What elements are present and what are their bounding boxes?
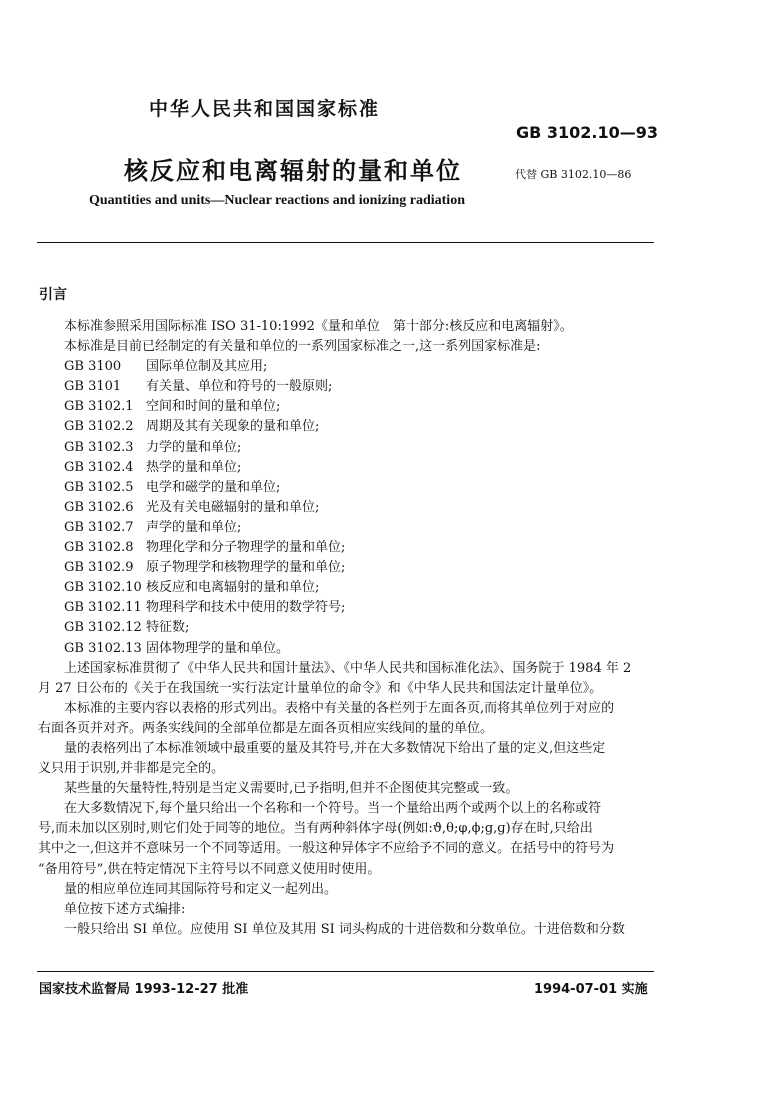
list-item xyxy=(38,618,658,638)
paragraph-line: 量的相应单位连同其国际符号和定义一起列出。 xyxy=(64,881,338,897)
standard-code: GB 3102.8 xyxy=(64,540,134,556)
list-item xyxy=(38,478,658,498)
standard-code: GB 3102.1 xyxy=(64,399,134,415)
footer-divider xyxy=(37,971,654,972)
list-item xyxy=(38,558,658,578)
standard-code: GB 3102.4 xyxy=(64,459,134,475)
list-item xyxy=(38,357,658,377)
standard-code: GB 3102.13 xyxy=(64,640,142,656)
body-paragraphs xyxy=(38,659,658,940)
paragraph-line: 本标准参照采用国际标准 ISO 31-10:1992《量和单位 第十部分:核反应和电离辐射》。 xyxy=(64,319,573,334)
document-title: 核反应和电离辐射的量和单位 xyxy=(124,157,462,185)
list-item xyxy=(38,538,658,558)
list-item xyxy=(38,498,658,518)
standard-name: 原子物理学和核物理学的量和单位; xyxy=(146,560,346,576)
standard-code: GB 3101 xyxy=(64,379,122,395)
paragraph-line: 月 27 日公布的《关于在我国统一实行法定计量单位的命令》和《中华人民共和国法定计量单位》。 xyxy=(38,680,603,696)
section-heading: 引言 xyxy=(39,287,67,303)
standard-name: 声学的量和单位; xyxy=(146,519,242,535)
approval-date: 国家技术监督局 1993-12-27 批准 xyxy=(39,982,249,997)
standard-code: GB 3102.5 xyxy=(64,479,134,495)
introduction-body xyxy=(38,317,658,940)
standard-name: 特征数; xyxy=(146,620,190,636)
paragraph-line: 上述国家标准贯彻了《中华人民共和国计量法》、《中华人民共和国标准化法》、国务院于 1984 年 2 xyxy=(64,660,632,676)
list-item xyxy=(38,377,658,397)
document-title-english: Quantities and units—Nuclear reactions and ionizing radiation xyxy=(89,193,465,208)
standard-code: GB 3102.3 xyxy=(64,439,134,455)
paragraph-line: 在大多数情况下,每个量只给出一个名称和一个符号。当一个量给出两个或两个以上的名称或符 xyxy=(64,801,602,817)
paragraph-line: 某些量的矢量特性,特别是当定义需要时,已予指明,但并不企图使其完整或一致。 xyxy=(64,781,519,797)
list-item xyxy=(38,397,658,417)
paragraph-line: “备用符号”,供在特定情况下主符号以不同意义使用时使用。 xyxy=(38,861,381,877)
standard-code: GB 3102.12 xyxy=(64,620,142,636)
standard-name: 物理科学和技术中使用的数学符号; xyxy=(146,600,346,616)
paragraph-line: 一般只给出 SI 单位。应使用 SI 单位及其用 SI 词头构成的十进倍数和分数单位。十进倍数和分数 xyxy=(64,921,625,937)
standard-name: 电学和磁学的量和单位; xyxy=(146,479,281,495)
issuing-body: 中华人民共和国国家标准 xyxy=(149,98,381,120)
standard-name: 固体物理学的量和单位。 xyxy=(146,640,290,656)
paragraph-line: 右面各页并对齐。两条实线间的全部单位都是左面各页相应实线间的量的单位。 xyxy=(38,720,494,736)
standard-number: GB 3102.10—93 xyxy=(516,123,659,142)
list-item xyxy=(38,578,658,598)
standard-name: 物理化学和分子物理学的量和单位; xyxy=(146,540,346,556)
standard-name: 力学的量和单位; xyxy=(146,439,242,455)
standard-name: 周期及其有关现象的量和单位; xyxy=(146,419,320,435)
standard-name: 空间和时间的量和单位; xyxy=(146,399,281,415)
standard-name: 核反应和电离辐射的量和单位; xyxy=(146,580,320,596)
list-item xyxy=(38,518,658,538)
paragraph-line: 本标准是目前已经制定的有关量和单位的一系列国家标准之一,这一系列国家标准是: xyxy=(64,339,541,355)
list-item xyxy=(38,417,658,437)
standard-name: 有关量、单位和符号的一般原则; xyxy=(146,379,333,395)
standard-code: GB 3102.7 xyxy=(64,519,134,535)
standard-name: 国际单位制及其应用; xyxy=(146,359,268,375)
paragraph-line: 义只用于识别,并非都是完全的。 xyxy=(38,761,225,777)
standard-code: GB 3102.11 xyxy=(64,600,142,616)
paragraph-line: 其中之一,但这并不意味另一个不同等适用。一般这种异体字不应给予不同的意义。在括号中的符号为 xyxy=(38,841,615,857)
standard-code: GB 3102.6 xyxy=(64,499,134,515)
paragraph-line: 量的表格列出了本标准领域中最重要的量及其符号,并在大多数情况下给出了量的定义,但这些定 xyxy=(64,740,606,756)
list-item xyxy=(38,639,658,659)
standard-code: GB 3102.2 xyxy=(64,419,134,435)
standard-name: 热学的量和单位; xyxy=(146,459,242,475)
paragraph-line: 单位按下述方式编排: xyxy=(64,901,186,917)
list-item xyxy=(38,458,658,478)
replaces-note: 代替 GB 3102.10—86 xyxy=(515,168,632,181)
list-item xyxy=(38,438,658,458)
standard-code: GB 3102.9 xyxy=(64,560,134,576)
paragraph-line: 号,而未加以区别时,则它们处于同等的地位。当有两种斜体字母(例如:ϑ,θ;φ,ϕ;g,ɡ)存在时,只给出 xyxy=(38,821,593,837)
standards-list xyxy=(38,357,658,658)
paragraph-line: 本标准的主要内容以表格的形式列出。表格中有关量的各栏列于左面各页,而将其单位列于对应的 xyxy=(64,700,615,716)
header-divider xyxy=(37,242,654,243)
standard-code: GB 3102.10 xyxy=(64,580,142,596)
list-item xyxy=(38,598,658,618)
effective-date: 1994-07-01 实施 xyxy=(534,982,648,997)
standard-name: 光及有关电磁辐射的量和单位; xyxy=(146,499,320,515)
standard-code: GB 3100 xyxy=(64,359,122,375)
